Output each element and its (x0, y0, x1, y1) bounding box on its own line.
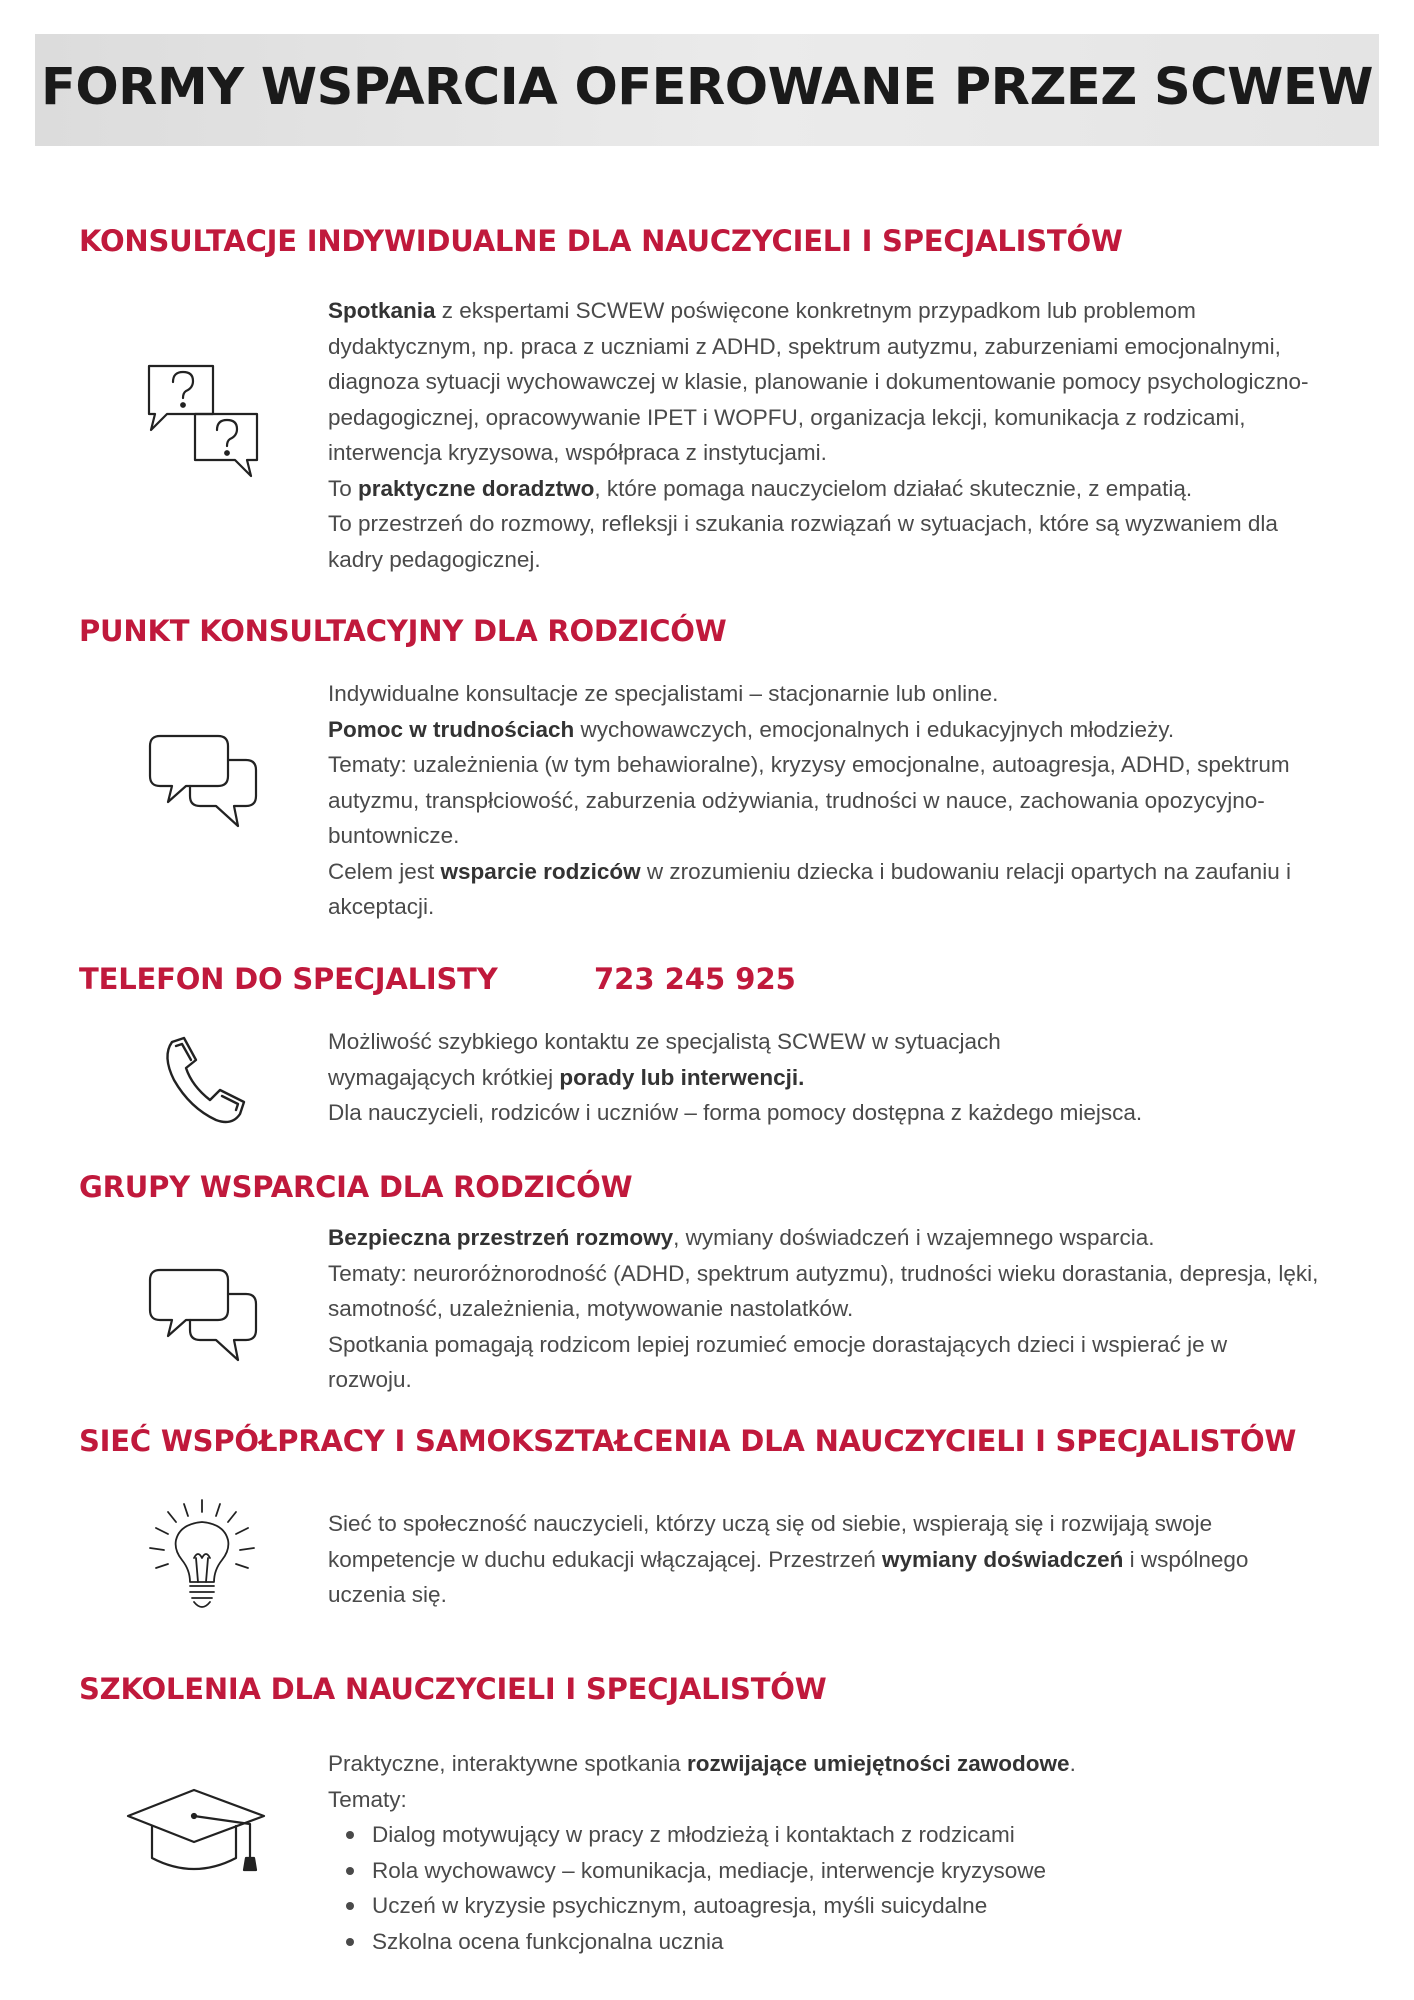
konsultacje-bold-1: Spotkania (328, 298, 436, 323)
punkt-text (328, 676, 1338, 925)
telefon-bold-2: porady lub interwencji. (559, 1064, 805, 1090)
punkt-paragraph-3: Tematy: uzależnienia (w tym behawioralne), kryzysy emocjonalne, autoagresja, ADHD, spektrum autyzmu, transpłciowość, zaburzenia odżywiania, trudności w nauce, zachowania opozycyjno-buntownicze. (328, 752, 1290, 848)
heading-szkolenia: SZKOLENIA DLA NAUCZYCIELI I SPECJALISTÓW (79, 1672, 827, 1706)
szkolenia-topics-list (328, 1817, 1338, 1959)
telefon-line-3: Dla nauczycieli, rodziców i uczniów – forma pomocy dostępna z każdego miejsca. (328, 1100, 1143, 1125)
szkolenia-text-1a: Praktyczne, interaktywne spotkania (328, 1751, 687, 1776)
speech-bubbles-icon (146, 732, 260, 844)
question-bubbles-icon (143, 360, 263, 480)
szkolenia-text (328, 1746, 1338, 1959)
siec-paragraph-1 (328, 1506, 1288, 1613)
graduation-cap-icon (124, 1782, 274, 1882)
punkt-paragraph-1: Indywidualne konsultacje ze specjalistami – stacjonarnie lub online. (328, 681, 999, 706)
grupy-bold-1: Bezpieczna przestrzeń rozmowy (328, 1225, 674, 1250)
konsultacje-text (328, 293, 1338, 577)
punkt-bold-4: wsparcie rodziców (440, 858, 641, 884)
telefon-line-2 (328, 1060, 1338, 1096)
punkt-paragraph-4 (328, 854, 1338, 925)
konsultacje-paragraph-3: To przestrzeń do rozmowy, refleksji i szukania rozwiązań w sytuacjach, które są wyzwaniem dla kadry pedagogicznej. (328, 511, 1278, 572)
siec-text-1a: Sieć to społeczność nauczycieli, którzy uczą się od siebie, wspierają się i rozwijają swoje kompetencje w duchu edukacji włączającej. Przestrzeń (328, 1511, 1213, 1572)
heading-telefon: TELEFON DO SPECJALISTY (79, 962, 498, 996)
grupy-text-1: , wymiany doświadczeń i wzajemnego wsparcia. (673, 1225, 1155, 1250)
heading-konsultacje: KONSULTACJE INDYWIDUALNE DLA NAUCZYCIELI I SPECJALISTÓW (79, 224, 1123, 258)
siec-bold-1: wymiany doświadczeń (882, 1546, 1124, 1572)
siec-text-1b: i wspólnego uczenia się. (328, 1546, 1249, 1607)
telefon-text (328, 1024, 1338, 1131)
telefon-line-1: Możliwość szybkiego kontaktu ze specjalistą SCWEW w sytuacjach (328, 1029, 1001, 1054)
punkt-paragraph-2 (328, 712, 1338, 748)
konsultacje-text-2b: , które pomaga nauczycielom działać skutecznie, z empatią. (594, 475, 1193, 501)
szkolenia-paragraph-1 (328, 1746, 1338, 1782)
heading-punkt: PUNKT KONSULTACYJNY DLA RODZICÓW (79, 614, 727, 648)
light-bulb-icon (140, 1496, 264, 1620)
szkolenia-bold-1: rozwijające umiejętności zawodowe (686, 1751, 1070, 1776)
punkt-text-4a: Celem jest (328, 858, 441, 884)
heading-siec: SIEĆ WSPÓŁPRACY I SAMOKSZTAŁCENIA DLA NAUCZYCIELI I SPECJALISTÓW (79, 1424, 1297, 1458)
konsultacje-text-1: z ekspertami SCWEW poświęcone konkretnym przypadkom lub problemom dydaktycznym, np. praca z uczniami z ADHD, spektrum autyzmu, zaburzeniami emocjonalnymi, diagnoza sytuacji wychowawczej w klasie, planowanie i dokumentowanie pomocy psychologiczno-pedagogicznej, opracowywanie IPET i WOPFU, organizacja lekcji, komunikacja z rodzicami, interwencja kryzysowa, współpraca z instytucjami. (328, 298, 1309, 465)
phone-number[interactable]: 723 245 925 (594, 962, 796, 996)
konsultacje-bold-2: praktyczne doradztwo (358, 475, 595, 501)
page-title: FORMY WSPARCIA OFEROWANE PRZEZ SCWEW (40, 58, 1374, 117)
heading-grupy: GRUPY WSPARCIA DLA RODZICÓW (79, 1170, 633, 1204)
list-item: Uczeń w kryzysie psychicznym, autoagresja, myśli suicydalne (372, 1888, 1338, 1924)
punkt-text-4b: w zrozumieniu dziecka i budowaniu relacji opartych na zaufaniu i akceptacji. (328, 858, 1291, 919)
list-item: Dialog motywujący w pracy z młodzieżą i kontaktach z rodzicami (372, 1817, 1338, 1853)
siec-text (328, 1506, 1328, 1613)
grupy-paragraph-2: Tematy: neuroróżnorodność (ADHD, spektrum autyzmu), trudności wieku dorastania, depresja, lęki, samotność, uzależnienia, motywowanie nastolatków. (328, 1260, 1319, 1321)
grupy-text (328, 1220, 1338, 1398)
grupy-paragraph-3: Spotkania pomagają rodzicom lepiej rozumieć emocje dorastających dzieci i wspierać je w rozwoju. (328, 1331, 1228, 1392)
szkolenia-text-1b: . (1069, 1751, 1076, 1776)
phone-handset-icon (160, 1036, 252, 1128)
punkt-text-2: wychowawczych, emocjonalnych i edukacyjnych młodzieży. (574, 716, 1175, 742)
konsultacje-text-2a: To (328, 475, 359, 501)
grupy-paragraph-1 (328, 1220, 1338, 1256)
szkolenia-topics-label: Tematy: (328, 1786, 407, 1812)
telefon-text-2: wymagających krótkiej (328, 1064, 560, 1090)
konsultacje-paragraph-1 (328, 293, 1338, 471)
list-item: Rola wychowawcy – komunikacja, mediacje, interwencje kryzysowe (372, 1853, 1338, 1889)
punkt-bold-2: Pomoc w trudnościach (328, 716, 575, 742)
speech-bubbles-icon (146, 1266, 260, 1378)
list-item: Szkolna ocena funkcjonalna ucznia (372, 1924, 1338, 1960)
konsultacje-paragraph-2 (328, 471, 1338, 507)
